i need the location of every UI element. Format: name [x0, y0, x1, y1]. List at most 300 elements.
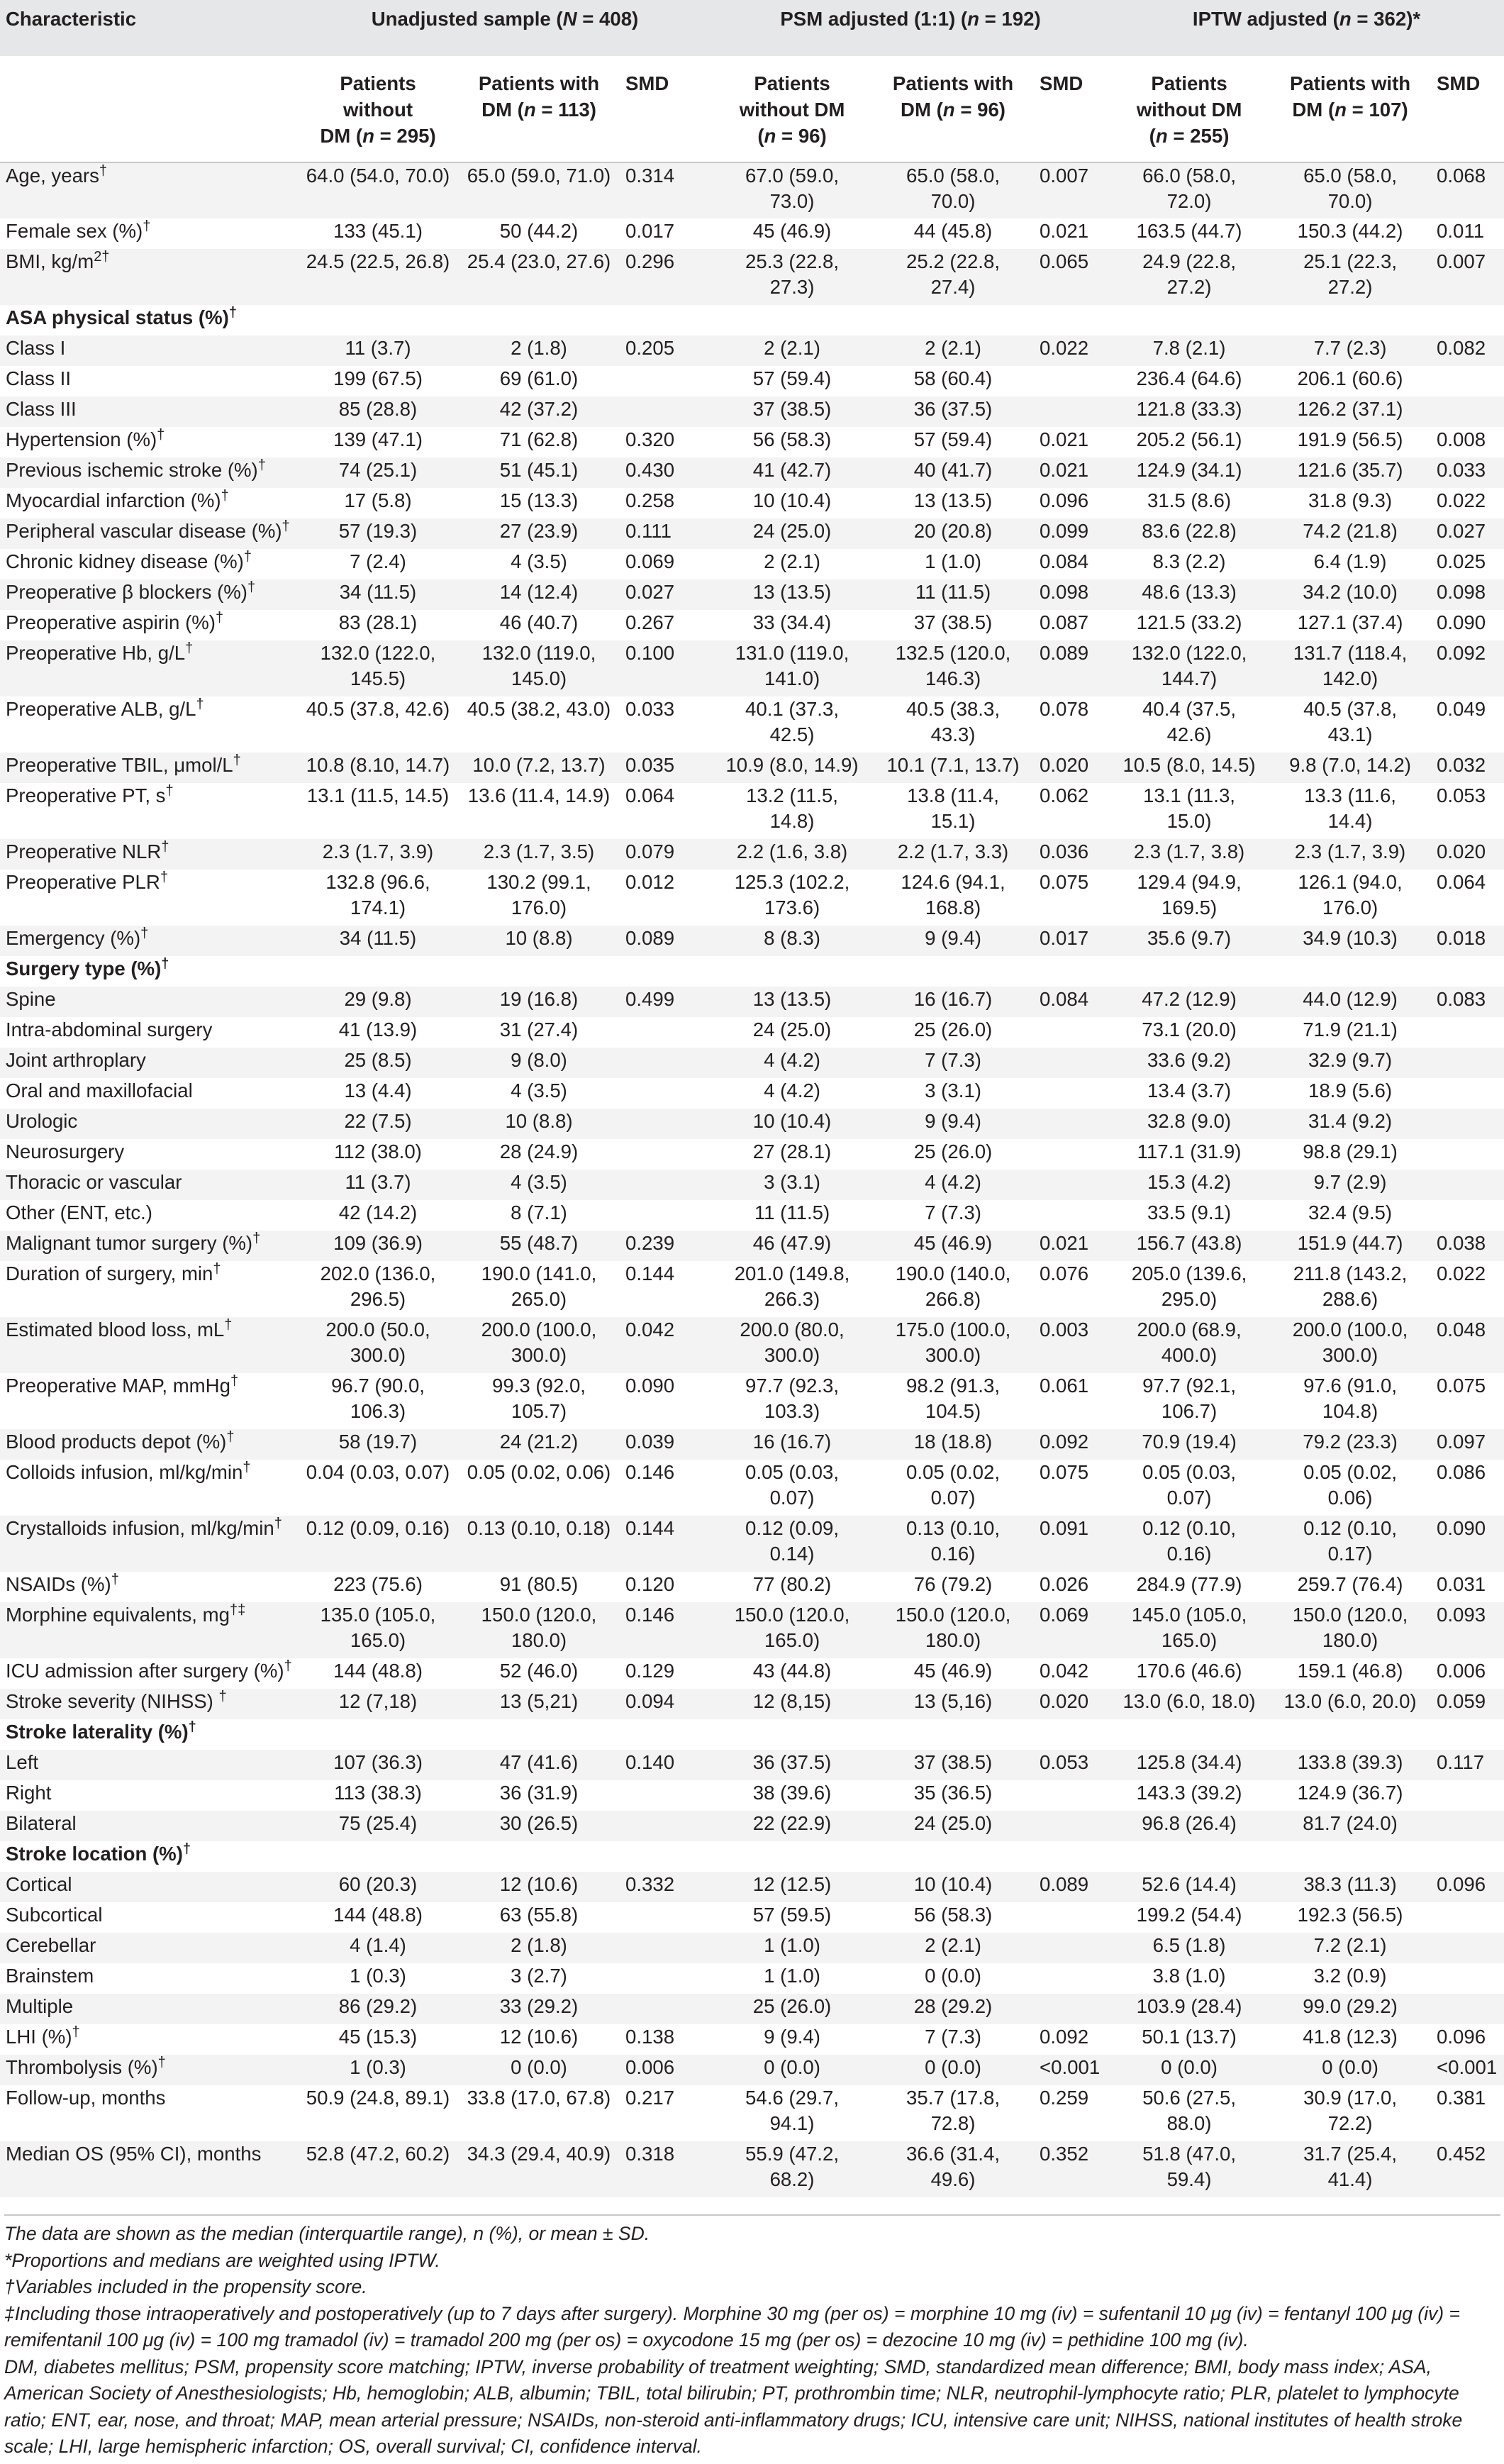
table-row: [0, 335, 1504, 366]
table-row: [0, 987, 1504, 1017]
footnote-marker: †: [140, 925, 149, 941]
value-cell: 36.6 (31.4, 49.6): [906, 2143, 1000, 2190]
row-label: Oral and maxillofacial: [6, 1080, 193, 1101]
smd-cell: 0.075: [1040, 1461, 1089, 1483]
smd-cell: 0.099: [1040, 520, 1089, 542]
smd-cell: 0.092: [1040, 1431, 1089, 1453]
row-label: Female sex (%)†: [6, 218, 151, 242]
row-label: Colloids infusion, ml/kg/min†: [6, 1459, 251, 1483]
psm-without-dm-header: Patients without DM (n = 96): [739, 72, 845, 147]
value-cell: 121.6 (35.7): [1297, 459, 1403, 481]
value-cell: 132.5 (120.0, 146.3): [895, 642, 1011, 689]
value-cell: 86 (29.2): [338, 1995, 418, 2017]
value-cell: 75 (25.4): [338, 1812, 418, 1834]
value-cell: 45 (46.9): [913, 1660, 993, 1682]
footnote-marker: †: [247, 579, 256, 595]
smd-cell: 0.006: [625, 2056, 675, 2078]
smd-cell: 0.239: [625, 1232, 675, 1254]
smd-cell: [620, 1078, 712, 1109]
psm-with-dm-header: Patients with DM (n = 96): [892, 72, 1014, 121]
value-cell: 85 (28.8): [338, 398, 418, 420]
value-cell: 52.6 (14.4): [1142, 1873, 1237, 1895]
smd-cell: 0.031: [1437, 1573, 1486, 1595]
value-cell: 13 (5,16): [913, 1690, 993, 1712]
row-label: ICU admission after surgery (%)†: [6, 1658, 292, 1682]
value-cell: 0 (0.0): [925, 2056, 981, 2078]
table-row: [0, 783, 1504, 839]
row-label: Preoperative ALB, g/L†: [6, 696, 204, 720]
value-cell: [298, 305, 458, 335]
value-cell: 99.3 (92.0, 105.7): [492, 1375, 586, 1422]
value-cell: 6.4 (1.9): [1313, 550, 1387, 572]
row-label: Preoperative Hb, g/L†: [6, 640, 194, 664]
value-cell: 7 (2.4): [350, 550, 406, 572]
smd-cell: [1431, 1780, 1504, 1811]
footnote-marker: †: [216, 609, 224, 626]
value-cell: 0.05 (0.03, 0.07): [1142, 1461, 1236, 1509]
footnote-marker: †: [157, 426, 165, 443]
table-row: [0, 549, 1504, 579]
smd-cell: [1034, 1170, 1109, 1200]
footnote-marker: †: [161, 838, 169, 855]
value-cell: 24 (25.0): [913, 1812, 993, 1834]
smd-cell: [620, 1902, 712, 1933]
value-cell: 13.1 (11.3, 15.0): [1143, 784, 1235, 832]
value-cell: 13.6 (11.4, 14.9): [467, 784, 611, 806]
value-cell: 117.1 (31.9): [1137, 1141, 1242, 1162]
smd-cell: [1431, 956, 1504, 987]
value-cell: [458, 1841, 620, 1872]
value-cell: 31.8 (9.3): [1308, 489, 1393, 511]
value-cell: 56 (58.3): [913, 1904, 993, 1926]
smd-cell: 0.089: [1040, 642, 1089, 664]
value-cell: 126.1 (94.0, 176.0): [1298, 871, 1403, 919]
smd-cell: 0.069: [625, 550, 675, 572]
value-cell: 64.0 (54.0, 70.0): [306, 165, 450, 187]
value-cell: 83.6 (22.8): [1142, 520, 1237, 542]
value-cell: 37 (38.5): [913, 1751, 993, 1773]
value-cell: 0 (0.0): [925, 1965, 981, 1987]
value-cell: 48.6 (13.3): [1142, 581, 1237, 603]
value-cell: 11 (3.7): [345, 1171, 411, 1193]
smd-cell: 0.020: [1040, 754, 1089, 776]
smd-cell: [1034, 1200, 1109, 1231]
footnote-marker: †: [213, 1260, 221, 1277]
unadj-with-dm-header: Patients with DM (n = 113): [478, 72, 600, 121]
smd-cell: 0.430: [625, 459, 675, 481]
value-cell: 0.12 (0.09, 0.14): [745, 1517, 839, 1565]
smd-cell: 0.033: [1437, 459, 1486, 481]
value-cell: 7 (7.3): [925, 2026, 981, 2048]
value-cell: 205.0 (139.6, 295.0): [1131, 1262, 1247, 1310]
value-cell: 200.0 (50.0, 300.0): [325, 1319, 430, 1366]
value-cell: 41 (42.7): [752, 459, 832, 481]
value-cell: 97.6 (91.0, 104.8): [1303, 1375, 1397, 1422]
smd-cell: 0.090: [1437, 1517, 1486, 1539]
value-cell: 10.1 (7.1, 13.7): [886, 754, 1020, 776]
smd-cell: 0.096: [1040, 489, 1089, 511]
value-cell: 52 (46.0): [499, 1660, 579, 1682]
unadj-without-dm-header: Patients without DM (n = 295): [320, 72, 436, 147]
smd-cell: [1034, 1963, 1109, 1994]
value-cell: 35.7 (17.8, 72.8): [906, 2087, 1000, 2134]
footnote-marker: †: [230, 1372, 239, 1389]
value-cell: 3.8 (1.0): [1152, 1965, 1226, 1987]
smd-cell: 0.089: [1040, 1873, 1089, 1895]
smd-cell: 0.258: [625, 489, 675, 511]
footnote-marker: †: [274, 1515, 282, 1531]
smd-cell: 0.094: [625, 1690, 675, 1712]
smd-cell: 0.065: [1040, 250, 1089, 272]
value-cell: 12 (12.5): [752, 1873, 832, 1895]
smd-cell: 0.097: [1437, 1431, 1486, 1453]
smd-cell: [1034, 1109, 1109, 1139]
value-cell: 2 (1.8): [511, 337, 567, 359]
unadjusted-header: Unadjusted sample (N = 408): [371, 8, 639, 30]
footnote-marker: †: [224, 1316, 233, 1333]
value-cell: 7.8 (2.1): [1152, 337, 1226, 359]
smd-cell: 0.049: [1437, 698, 1486, 720]
value-cell: 2 (2.1): [764, 337, 820, 359]
value-cell: [1109, 1719, 1269, 1750]
table-row: [0, 488, 1504, 518]
value-cell: 22 (22.9): [752, 1812, 832, 1834]
footnote-marker: †: [233, 752, 241, 768]
value-cell: 32.8 (9.0): [1147, 1110, 1232, 1132]
table-row: [0, 1078, 1504, 1109]
smd-cell: 0.087: [1040, 611, 1089, 633]
table-row: [0, 640, 1504, 697]
row-label: Urologic: [6, 1110, 78, 1132]
row-label: Intra-abdominal surgery: [6, 1019, 213, 1040]
value-cell: 202.0 (136.0, 296.5): [320, 1262, 436, 1310]
smd-cell: 0.078: [1040, 698, 1089, 720]
value-cell: 58 (60.4): [913, 367, 993, 389]
table-row: [0, 1963, 1504, 1994]
smd-cell: [1431, 1200, 1504, 1231]
value-cell: 66.0 (58.0, 72.0): [1142, 165, 1236, 212]
value-cell: 2.3 (1.7, 3.9): [1294, 840, 1406, 862]
value-cell: [872, 1719, 1034, 1750]
value-cell: [458, 1719, 620, 1750]
group-header-row: [0, 0, 1504, 56]
table-row: [0, 1317, 1504, 1373]
value-cell: 13.0 (6.0, 20.0): [1283, 1690, 1417, 1712]
value-cell: 43 (44.8): [752, 1660, 832, 1682]
smd-cell: [1034, 396, 1109, 427]
smd-cell: 0.020: [1437, 840, 1486, 862]
value-cell: 40.4 (37.5, 42.6): [1142, 698, 1236, 745]
smd-cell: 0.021: [1040, 1232, 1089, 1254]
smd-cell: 0.011: [1437, 220, 1485, 242]
value-cell: 97.7 (92.3, 103.3): [745, 1375, 839, 1422]
row-label: Preoperative β blockers (%)†: [6, 579, 256, 603]
value-cell: 2.3 (1.7, 3.5): [483, 840, 595, 862]
value-cell: 190.0 (141.0, 265.0): [481, 1262, 597, 1310]
value-cell: 40.1 (37.3, 42.5): [745, 698, 839, 745]
table-row: [0, 1994, 1504, 2024]
smd-cell: 0.027: [1437, 520, 1486, 542]
footnote-marker: †: [226, 1428, 235, 1445]
smd-cell: 0.008: [1437, 428, 1486, 450]
smd-cell: [620, 1841, 712, 1872]
value-cell: 65.0 (59.0, 71.0): [467, 165, 611, 187]
smd-cell: [1431, 1811, 1504, 1841]
value-cell: 139 (47.1): [333, 428, 423, 450]
value-cell: 2.3 (1.7, 3.8): [1133, 840, 1245, 862]
value-cell: 223 (75.6): [333, 1573, 423, 1595]
smd-cell: 0.452: [1437, 2143, 1486, 2165]
row-label: Estimated blood loss, mL†: [6, 1316, 233, 1341]
smd-cell: 0.053: [1437, 784, 1486, 806]
value-cell: 2 (1.8): [511, 1934, 567, 1956]
value-cell: 211.8 (143.2, 288.6): [1293, 1262, 1408, 1310]
smd-cell: [620, 1780, 712, 1811]
value-cell: 130.2 (99.1, 176.0): [486, 871, 591, 919]
value-cell: 4 (1.4): [350, 1934, 406, 1956]
value-cell: 14 (12.4): [499, 581, 579, 603]
value-cell: 28 (29.2): [913, 1995, 993, 2017]
row-label: Stroke severity (NIHSS) †: [6, 1688, 227, 1712]
row-label: ASA physical status (%)†: [6, 304, 237, 328]
value-cell: 11 (11.5): [915, 581, 991, 603]
value-cell: 34 (11.5): [339, 581, 417, 603]
table-body: [0, 162, 1504, 2197]
value-cell: 259.7 (76.4): [1297, 1573, 1403, 1595]
table-row: [0, 249, 1504, 305]
characteristic-header: Characteristic: [6, 8, 137, 30]
value-cell: 109 (36.9): [333, 1232, 423, 1254]
value-cell: 9 (8.0): [511, 1049, 567, 1071]
row-label: LHI (%)†: [6, 2024, 80, 2048]
smd-cell: 0.036: [1040, 840, 1089, 862]
smd-cell: 0.022: [1437, 1262, 1486, 1284]
table-row: [0, 1689, 1504, 1719]
table-row: [0, 218, 1504, 249]
value-cell: 15 (13.3): [499, 489, 579, 511]
value-cell: 9.7 (2.9): [1313, 1171, 1387, 1193]
table-row: [0, 1200, 1504, 1231]
value-cell: 96.7 (90.0, 106.3): [331, 1375, 425, 1422]
smd-cell: 0.082: [1437, 337, 1486, 359]
value-cell: 25 (8.5): [344, 1049, 412, 1071]
table-row: [0, 870, 1504, 926]
value-cell: 3 (3.1): [925, 1080, 981, 1101]
row-label: Malignant tumor surgery (%)†: [6, 1230, 261, 1254]
value-cell: 79.2 (23.3): [1303, 1431, 1398, 1453]
value-cell: 33 (29.2): [499, 1995, 579, 2017]
smd-cell: 0.062: [1040, 784, 1089, 806]
value-cell: 159.1 (46.8): [1297, 1660, 1403, 1682]
value-cell: 13 (13.5): [752, 581, 832, 603]
value-cell: 1 (1.0): [764, 1934, 820, 1956]
table-row: [0, 1048, 1504, 1078]
smd-cell: 0.021: [1040, 459, 1089, 481]
value-cell: 24.9 (22.8, 27.2): [1142, 250, 1236, 298]
value-cell: 10 (8.8): [505, 1110, 573, 1132]
value-cell: 41.8 (12.3): [1303, 2026, 1398, 2048]
smd-cell: 0.096: [1437, 1873, 1486, 1895]
value-cell: 10.8 (8.10, 14.7): [306, 754, 450, 776]
value-cell: 74.2 (21.8): [1303, 520, 1398, 542]
smd-cell: [1431, 1719, 1504, 1750]
smd-cell: [1431, 1994, 1504, 2024]
value-cell: 45 (46.9): [752, 220, 832, 242]
value-cell: 201.0 (149.8, 266.3): [734, 1262, 850, 1310]
value-cell: 33.6 (9.2): [1147, 1049, 1232, 1071]
value-cell: 2.3 (1.7, 3.9): [322, 840, 434, 862]
value-cell: 29 (9.8): [344, 988, 412, 1010]
row-label: Myocardial infarction (%)†: [6, 487, 229, 511]
value-cell: 124.6 (94.1, 168.8): [901, 871, 1006, 919]
value-cell: 34.3 (29.4, 40.9): [467, 2143, 611, 2165]
value-cell: 0.05 (0.02, 0.06): [1303, 1461, 1397, 1509]
table-row: [0, 396, 1504, 427]
smd-cell: 0.027: [625, 581, 675, 603]
table-row: [0, 1811, 1504, 1841]
value-cell: 65.0 (58.0, 70.0): [1303, 165, 1397, 212]
smd-cell: 0.017: [625, 220, 675, 242]
smd-cell: [1034, 1994, 1109, 2024]
value-cell: 73.1 (20.0): [1142, 1019, 1237, 1040]
value-cell: 2 (2.1): [925, 1934, 981, 1956]
footnote-marker: 2†: [94, 248, 110, 265]
table-row: [0, 1139, 1504, 1170]
value-cell: [1109, 305, 1269, 335]
smd-cell: 0.100: [625, 642, 675, 664]
smd-cell: [1034, 1933, 1109, 1963]
smd-cell: <0.001: [1437, 2056, 1498, 2078]
value-cell: 32.9 (9.7): [1308, 1049, 1393, 1071]
value-cell: 10.5 (8.0, 14.5): [1123, 754, 1256, 776]
value-cell: [458, 956, 620, 987]
footnote: The data are shown as the median (interquartile range), n (%), or mean ± SD.: [4, 2223, 650, 2244]
smd-cell: 0.318: [625, 2143, 675, 2165]
value-cell: 205.2 (56.1): [1136, 428, 1242, 450]
value-cell: [1269, 956, 1431, 987]
value-cell: 10 (10.4): [752, 489, 832, 511]
value-cell: 98.2 (91.3, 104.5): [906, 1375, 1000, 1422]
value-cell: 4 (3.5): [511, 1171, 567, 1193]
value-cell: 150.3 (44.2): [1297, 220, 1403, 242]
table-row: [0, 1261, 1504, 1317]
row-label: Other (ENT, etc.): [6, 1202, 152, 1223]
smd-cell: 0.017: [1040, 927, 1089, 949]
table-row: [0, 2085, 1504, 2141]
table-row: [0, 518, 1504, 549]
value-cell: 57 (59.4): [752, 367, 832, 389]
value-cell: 25.4 (23.0, 27.6): [467, 250, 611, 272]
value-cell: 40.5 (38.2, 43.0): [467, 698, 611, 720]
row-label: Left: [6, 1751, 39, 1773]
value-cell: 13.3 (11.6, 14.4): [1304, 784, 1396, 832]
value-cell: 18.9 (5.6): [1308, 1080, 1393, 1101]
value-cell: 132.0 (122.0, 145.5): [320, 642, 436, 689]
value-cell: 57 (59.4): [913, 428, 993, 450]
sub-header-row: [0, 56, 1504, 162]
row-label: Median OS (95% CI), months: [6, 2143, 262, 2165]
value-cell: 2 (2.1): [925, 337, 981, 359]
value-cell: 2.2 (1.6, 3.8): [736, 840, 848, 862]
value-cell: 13.8 (11.4, 15.1): [907, 784, 999, 832]
smd-cell: [1034, 956, 1109, 987]
iptw-with-dm-header: Patients with DM (n = 107): [1289, 72, 1411, 121]
value-cell: 1 (1.0): [764, 1965, 820, 1987]
footnote-marker: †‡: [229, 1602, 246, 1618]
value-cell: 98.8 (29.1): [1303, 1141, 1398, 1162]
value-cell: 34 (11.5): [339, 927, 417, 949]
footnote-marker: †: [111, 1571, 119, 1587]
smd-cell: 0.092: [1040, 2026, 1089, 2048]
value-cell: [712, 956, 872, 987]
table-row: [0, 1373, 1504, 1429]
row-label: Chronic kidney disease (%)†: [6, 548, 252, 572]
smd-cell: [1431, 1139, 1504, 1170]
value-cell: 144 (48.8): [333, 1660, 423, 1682]
value-cell: 25.3 (22.8, 27.3): [745, 250, 839, 298]
smd-cell: [1431, 1933, 1504, 1963]
smd-cell: [620, 1963, 712, 1994]
value-cell: 4 (4.2): [764, 1049, 820, 1071]
value-cell: 13.1 (11.5, 14.5): [306, 784, 450, 806]
value-cell: 10 (8.8): [505, 927, 573, 949]
value-cell: 10.9 (8.0, 14.9): [725, 754, 859, 776]
value-cell: 151.9 (44.7): [1297, 1232, 1403, 1254]
smd-cell: [1431, 1170, 1504, 1200]
value-cell: 150.0 (120.0, 180.0): [1292, 1604, 1408, 1651]
value-cell: 2 (2.1): [764, 550, 820, 572]
smd-cell: <0.001: [1040, 2056, 1101, 2078]
row-label: Peripheral vascular disease (%)†: [6, 518, 290, 542]
row-label: Preoperative PLR†: [6, 869, 168, 893]
value-cell: 35 (36.5): [913, 1782, 993, 1804]
smd-cell: [1034, 1719, 1109, 1750]
table-row: [0, 753, 1504, 783]
value-cell: 125.8 (34.4): [1136, 1751, 1242, 1773]
value-cell: 124.9 (34.1): [1136, 459, 1242, 481]
row-label: Class II: [6, 367, 71, 389]
value-cell: 81.7 (24.0): [1303, 1812, 1398, 1834]
value-cell: 50.1 (13.7): [1142, 2026, 1237, 2048]
value-cell: 57 (19.3): [338, 520, 418, 542]
smd-cell: 0.352: [1040, 2143, 1089, 2165]
smd-cell: 0.096: [1437, 2026, 1486, 2048]
table-row: [0, 1017, 1504, 1048]
row-label: Morphine equivalents, mg†‡: [6, 1602, 246, 1626]
value-cell: 44 (45.8): [913, 220, 993, 242]
value-cell: 25 (26.0): [913, 1019, 993, 1040]
unadj-smd-header: SMD: [625, 72, 669, 94]
smd-cell: 0.053: [1040, 1751, 1089, 1773]
section-row: [0, 956, 1504, 987]
row-label: Cerebellar: [6, 1934, 96, 1956]
smd-cell: 0.117: [1437, 1751, 1485, 1773]
value-cell: 32.4 (9.5): [1308, 1202, 1393, 1223]
value-cell: 33 (34.4): [752, 611, 832, 633]
value-cell: 20 (20.8): [913, 520, 993, 542]
value-cell: 54.6 (29.7, 94.1): [745, 2087, 839, 2134]
value-cell: 0 (0.0): [511, 2056, 567, 2078]
smd-cell: [1431, 305, 1504, 335]
value-cell: 131.7 (118.4, 142.0): [1293, 642, 1408, 689]
value-cell: 200.0 (80.0, 300.0): [740, 1319, 845, 1366]
value-cell: 150.0 (120.0, 180.0): [895, 1604, 1011, 1651]
value-cell: 76 (79.2): [913, 1573, 993, 1595]
value-cell: 121.5 (33.2): [1136, 611, 1242, 633]
value-cell: 27 (23.9): [499, 520, 579, 542]
value-cell: 200.0 (100.0, 300.0): [1292, 1319, 1408, 1366]
smd-cell: [1034, 1902, 1109, 1933]
